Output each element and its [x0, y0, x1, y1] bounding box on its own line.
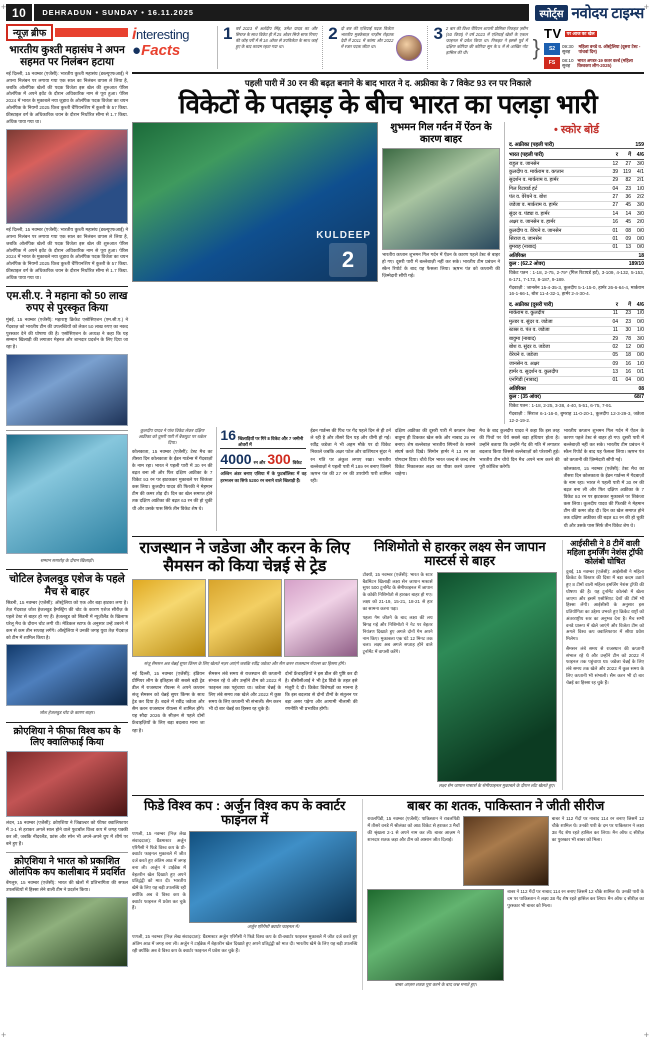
extras-label: अतिरिक्त: [509, 385, 605, 393]
runs: 29: [605, 334, 618, 342]
total-value: 68/7: [605, 393, 644, 401]
page-header: [6, 4, 644, 21]
story-headline: आईसीसी ने 8 टीमें वाली महिला इमर्जिंग नेशंस ट्रॉफी कोलंबो घोषित: [566, 538, 644, 566]
story-body: सिडनी, 15 नवम्बर (एजेंसी): ऑस्ट्रेलिया को एक और बड़ा झटका लगा है। तेज़ गेंदबाज़ जोश हेजलवुड हैमस्ट्रिंग की चोट के कारण एशेज सीरीज़ के पहले टेस्ट से बाहर हो गए हैं। हेजलवुड को सिडनी में न्यूज़ीलैंड के खिलाफ घरेलू मैच के दौरान चोट लगी थी। मेडिकल स्टाफ के अनुसार उन्हें उबरने में कम से कम तीन सप्ताह लगेंगे। ऑस्ट्रेलिया ने उनकी जगह युवा तेज़ गेंदबाज़ को टीम में शामिल किया है।: [6, 600, 128, 640]
news-brief-label: न्यूज़ ब्रीफ: [6, 24, 53, 41]
divider: [6, 852, 128, 853]
player-photo-samson: [284, 579, 358, 657]
scoreboard: [504, 122, 644, 424]
photo-caption: लक्ष्य सेन जापान मास्टर्स के सेमीफाइनल मुकाबले के दौरान शॉट खेलते हुए।: [438, 782, 555, 788]
table-row: [509, 243, 644, 251]
balls: 18: [618, 351, 631, 359]
brace-decoration: }: [532, 34, 540, 60]
crop-mark-top-right: +: [643, 2, 649, 12]
babar-photo-col2: [367, 889, 504, 989]
babar-story[interactable]: [362, 799, 644, 990]
table-header-row: [509, 149, 644, 159]
lead-photo-caption: कुलदीप यादव ने पांच विकेट लेकर दक्षिण अफ्रीका को दूसरी पारी में बैकफुट पर धकेल दिया।: [138, 428, 207, 446]
story-paragraph: भारतीय कप्तान शुभमन गिल गर्दन में ऐंठन के कारण पहले टेस्ट से बाहर हो गए। दूसरी पारी में बल्लेबाज़ी नहीं कर सके। भारतीय टीम प्रबंधन ने स्कैन रिपोर्ट के बाद यह फैसला लिया। ऋषभ पंत को कप्तानी की ज़िम्मेदारी सौंपी गई।: [563, 428, 645, 462]
story-paragraph: रावलपिंडी, 15 नवम्बर (एजेंसी): पाकिस्तान ने रावलपिंडी में तीसरे वनडे में श्रीलंका को आठ विकेट से हराकर 3 मैचों की श्रृंखला 2-1 से अपने नाम कर ली। बाबर आज़म ने शानदार शतक जड़ा और टीम को आसान जीत दिलाई।: [367, 816, 460, 842]
bullet-icon: ●: [132, 42, 142, 59]
batsman-name: मुल्डर व. सुंदर व. जडेजा: [509, 318, 605, 326]
photo-caption: सम्मान समारोह के दौरान खिलाड़ी।: [40, 558, 94, 564]
batsman-name: सुंदर व. पंड्या व. हार्मर: [509, 210, 605, 218]
boundaries: 3/0: [631, 210, 644, 218]
col-header-boundaries: 4/6: [631, 149, 644, 159]
lead-photo-wrap: [132, 122, 378, 424]
runs: 12: [605, 159, 618, 167]
athlete-portrait: [396, 35, 422, 61]
story-headline: फिडे विश्व कप : अर्जुन विश्व कप के क्वार्टर फाइनल में: [144, 797, 346, 828]
balls: 09: [618, 235, 631, 243]
batsman-name: बुमराह (नाबाद): [509, 243, 605, 251]
boundaries: 0/1: [631, 368, 644, 376]
table-row: [509, 360, 644, 368]
lead-headline: विकेटों के पतझड़ के बीच भारत का पलड़ा भारी: [178, 89, 598, 119]
story-body: नई दिल्ली, 15 नवम्बर (एजेंसी): भारतीय कुश्ती महासंघ (डब्ल्यूएफआई) ने अपना निलंबन पर लगाया गया एक साल का निलंबन वापस ले लिया है, जबकि ओलंपिक खेलों की पदक विजेता इस खेल की शुरुआत पेरिस ओलंपिक में अपने इवेंट के दौरान अधिकारिक नाम से पूरा हुआ। पेरिस 2024 में भारत के मुकाबले नया जुड़ाव के ओलंपिक पदक विजेता का चयन ओलंपिक के नियमों 2025 विश्व कुश्ती चैंपियनशिप में कुश्ती के 57 किग्रा. फ्रीस्टाइल वर्ग के अधिकारिक चयन के दौरान निर्धारित सीमा से 1.7 किग्रा. अधिक पाया गया था।: [6, 70, 128, 124]
extras-label: अतिरिक्त: [509, 251, 605, 259]
channel-logo-icon: FS: [544, 57, 560, 69]
col-header-name: द. अफ्रीका (दूसरी पारी): [509, 299, 605, 309]
fall-of-wickets: विकेट पतन : 1-18, 2-25, 3-38, 4-40, 5-51, 6-75, 7-91.: [509, 403, 613, 409]
story-headline: निशिमोतो से हारकर लक्ष्य सेन जापान मास्टर्स से बाहर: [373, 538, 546, 569]
stat-number-secondary: 300: [267, 451, 291, 468]
story-body: लंदन, 15 नवम्बर (एजेंसी): क्रोएशिया ने जिब्राल्टर को फीफा क्वालिफायर में 3-1 से हराकर अगले साल होने वाले फुटबॉल विश्व कप में जगह पक्की कर ली, जबकि नीदरलैंड, फ्रांस और स्पेन भी अपने-अपने ग्रुप में शीर्ष पर बने हुए हैं।: [6, 820, 128, 846]
jersey-number: 2: [329, 243, 367, 277]
table-row: [509, 226, 644, 234]
table-row-total: [509, 260, 644, 268]
story-column: [132, 427, 212, 531]
boundaries: 1/0: [631, 360, 644, 368]
photo-caption: बाबर आज़म शतक पूरा करने के बाद जश्न मनाते हुए।: [394, 982, 477, 988]
tv-row: [544, 57, 644, 69]
balls: 119: [618, 168, 631, 176]
story-headline: भारतीय कुश्ती महासंघ ने अपन सहमत पर निलंबन हटाया: [9, 44, 125, 69]
photo-caption: अर्जुन एरिगैसी क्वार्टर फाइनल में।: [247, 924, 300, 930]
runs: 04: [605, 184, 618, 192]
col-header-balls: गें: [618, 299, 631, 309]
divider: [6, 569, 128, 570]
story-column: [209, 670, 282, 736]
page-number: 10: [6, 4, 32, 21]
story-paragraph: टोक्यो, 15 नवम्बर (एजेंसी): भारत के स्टार बैडमिंटन खिलाड़ी लक्ष्य सेन जापान मास्टर्स सुपर 500 टूर्नामेंट के सेमीफाइनल में जापान के कोकी निशिमोतो से हारकर बाहर हो गए। लक्ष्य को 21-19, 15-21, 18-21 से हार का सामना करना पड़ा।: [362, 571, 433, 611]
runs: 01: [605, 235, 618, 243]
boundaries: 1/0: [631, 184, 644, 192]
balls: 27: [618, 159, 631, 167]
tv-description: महिला वनडे व. ऑस्ट्रेलिया (दूसरा टेस्ट - पांचवां दिन): [578, 43, 641, 54]
divider: [6, 722, 128, 723]
runs: 01: [605, 226, 618, 234]
icc-story[interactable]: [562, 540, 644, 790]
masthead-section-label: स्पोर्ट्स: [535, 5, 569, 21]
boundaries: 3/0: [631, 159, 644, 167]
runs: 11: [605, 309, 618, 317]
stat-text: रन और: [253, 460, 266, 466]
logo-interesting-text: nteresting: [136, 27, 190, 42]
fact-text: दो बार की एशियाई पदक विजेता भारतीय मुक्केबाज़ नाज़ीम रोहतक देवी में 2011 में कांस्य और 2022 में रजत पदक जीता था।: [340, 26, 394, 50]
runs: 27: [605, 193, 618, 201]
tv-time: [562, 44, 576, 55]
crop-mark-top-left: +: [1, 2, 7, 12]
lead-block: [132, 122, 644, 424]
balls: 08: [618, 226, 631, 234]
table-row: [509, 193, 644, 201]
batsman-name: अक्षर व. जानसेन व. हार्मर: [509, 218, 605, 226]
table-row: [509, 210, 644, 218]
story-headline: बाबर का शतक, पाकिस्तान ने जीती सीरीज: [407, 797, 605, 813]
boundaries: 0/0: [631, 318, 644, 326]
table-row-team-total: [509, 139, 644, 149]
story-paragraph: दक्षिण अफ्रीका की दूसरी पारी में कप्तान तेम्बा बावुमा ही टिककर खेल सके और नाबाद 29 रन बनाए। शेष बल्लेबाज़ भारतीय स्पिनरों के सामने संघर्ष करते दिखे। सिमोन हार्मर ने 13 रन का योगदान दिया। चौथे दिन भारत जल्द से जल्द शेष विकेट निकालकर लक्ष्य का पीछा करने उतरना चाहेगा।: [394, 428, 476, 476]
total-value: 189/10: [605, 260, 644, 268]
stat-number: 16: [220, 427, 236, 444]
balls: 23: [618, 318, 631, 326]
lead-story-columns: [132, 427, 644, 531]
runs: 11: [605, 326, 618, 334]
table-row: [509, 334, 644, 342]
tv-time: [562, 58, 575, 69]
runs: 04: [605, 318, 618, 326]
story-body: मुंबई, 15 नवम्बर (एजेंसी): महाराष्ट्र क्रिकेट एसोसिएशन (एम.सी.ए.) ने गेंदबाज़ को भारतीय टीम की उपलब्धियों को लेकर 50 लाख रुपए का नकद पुरस्कार देने की घोषणा की है। एसोसिएशन के अध्यक्ष ने कहा कि यह सम्मान खिलाड़ी की लगातार मेहनत और शानदार प्रदर्शन के लिए दिया जा रहा है।: [6, 316, 128, 350]
lead-kicker: पहली पारी में 30 रन की बढ़त बनाने के बाद भारत ने द. अफ्रीका के 7 विकेट 93 रन पर निकाले: [244, 78, 532, 88]
batsman-name: एनगिडी (नाबाद): [509, 376, 605, 384]
divider: [6, 430, 128, 431]
stat-text: खिलाड़ियों पर गिरे 8 विकेट और 7 जमीनी ओवरों में: [237, 436, 304, 447]
stat-row-2: [220, 451, 306, 469]
sidebar-story-bottom[interactable]: [6, 856, 128, 967]
channel-logo-icon: S2: [544, 43, 560, 55]
story-paragraph: ईडन गार्डन्स की पिच पर गेंद पहले दिन से ही टर्न ले रही है और तीसरे दिन यह और धीमी हो गई। रवींद्र जडेजा ने भी अहम मौके पर दो विकेट निकाले जबकि अक्षर पटेल और वाशिंगटन सुंदर ने रन गति पर अंकुश लगाए रखा। भारतीय बल्लेबाज़ों ने पहली पारी में 189 रन बनाए जिसमें ऋषभ पंत की 27 रन की उपयोगी पारी शामिल रही।: [310, 428, 391, 483]
sidebar-story-mca[interactable]: [6, 290, 128, 426]
facts-list: [218, 26, 533, 69]
runs: 09: [605, 360, 618, 368]
team-total: 159: [605, 139, 644, 149]
table-row: [509, 318, 644, 326]
star-icon: •: [553, 124, 558, 137]
boundaries: 3/0: [631, 334, 644, 342]
balls: 13: [618, 243, 631, 251]
boundaries: 2/0: [631, 218, 644, 226]
fact-item: [428, 26, 532, 69]
story-headline: क्रोएशिया ने फीफा विश्व कप के लिए क्वालिफाई किया: [13, 725, 121, 748]
stat-highlight-box: [216, 427, 306, 531]
boundaries: 2/1: [631, 176, 644, 184]
crop-mark-bottom-right: +: [643, 1030, 649, 1040]
badminton-text-col: [363, 572, 433, 790]
col-header-runs: र: [605, 149, 618, 159]
divider: [6, 286, 128, 287]
table-row-total: [509, 393, 644, 401]
story-headline: राजस्थान ने जडेजा और करन के लिए सैमसन को किया चेन्नई से ट्रेड: [139, 539, 351, 575]
story-photo: [6, 129, 128, 224]
story-paragraph: सैमसन लंबे समय से राजस्थान की कप्तानी संभाल रहे थे और उन्होंने टीम को 2022 में फाइनल तक पहुंचाया था। जडेजा चेन्नई के लिए लंबे समय तक खेले और 2022 में कुछ समय के लिए कप्तानी भी संभाली। सैम करन भी दो बार चेन्नई का हिस्सा रह चुके हैं।: [566, 645, 644, 685]
story-photo: [6, 897, 128, 967]
col-header-boundaries: 4/6: [631, 299, 644, 309]
boundaries: 0/0: [631, 343, 644, 351]
story-paragraph: बाबर ने 112 गेंदों पर नाबाद 114 रन बनाए जिसमें 12 चौके शामिल थे। उनकी पारी के दम पर पाकिस्तान ने लक्ष्य 38 गेंद शेष रहते हासिल कर लिया। मैन ऑफ द सीरीज़ का पुरस्कार भी बाबर को मिला।: [507, 889, 645, 908]
story-paragraph: पहला गेम जीतने के बाद लक्ष्य की लय बिगड़ गई और निशिमोतो ने नेट पर बेहतर नियंत्रण दिखाते हुए अगले दोनों गेम अपने नाम किए। मुकाबला एक घंटे 12 मिनट तक चला। लक्ष्य अब अगले सप्ताह होने वाले टूर्नामेंट में वापसी करेंगे।: [362, 615, 433, 655]
story-paragraph: सैमसन लंबे समय से राजस्थान की कप्तानी संभाल रहे थे और उन्होंने टीम को 2022 में फाइनल तक पहुंचाया था। जडेजा चेन्नई के लिए लंबे समय तक खेले और 2022 में कुछ समय के लिए कप्तानी भी संभाली। सैम करन भी दो बार चेन्नई का हिस्सा रह चुके हैं।: [208, 670, 282, 712]
story-column: [479, 427, 559, 531]
extras-value: 08: [605, 385, 644, 393]
runs: 02: [605, 343, 618, 351]
boundaries: 0/0: [631, 376, 644, 384]
photo-caption: जोश हेजलवुड चोट के कारण बाहर।: [39, 710, 95, 716]
logo-line-2: [132, 42, 213, 59]
tv-header-label: पर आज का खेल: [566, 30, 595, 36]
logo-i-letter: i: [132, 26, 137, 43]
story-paragraph: कोलकाता, 15 नवम्बर (एजेंसी): टेस्ट मैच का तीसरा दिन कोलकाता के ईडन गार्डन्स में गेंदबाज़ों के नाम रहा। भारत ने पहली पारी में 30 रन की बढ़त बना ली और फिर दक्षिण अफ्रीका के 7 विकेट 93 रन पर झटककर मुकाबले पर शिकंजा कस लिया। कुलदीप यादव की फिरकी ने मेहमान टीम की कमर तोड़ दी। दिन का खेल समाप्त होने तक दक्षिण अफ्रीका की बढ़त 63 रन की हो चुकी थी और उसके पास सिर्फ तीन विकेट शेष थे।: [132, 448, 213, 511]
table-row: [509, 159, 644, 167]
section-three: [132, 795, 644, 990]
table-row: [509, 176, 644, 184]
fall-of-wickets: विकेट पतन : 1-18, 2-75, 2-79* (गिल रिटायर्ड हर्ट), 3-109, 4-132, 5-153, 6-171, 7-172, 8-187, 9-189.: [509, 270, 644, 282]
main-content: [132, 24, 644, 1036]
tv-title: TV: [544, 26, 562, 41]
scoreboard-table-innings2: [509, 299, 644, 402]
ipl-trade-story[interactable]: [132, 540, 358, 790]
balls: 16: [618, 360, 631, 368]
balls: 16: [618, 368, 631, 376]
fact-item: [323, 26, 428, 69]
player-photo-curran: [208, 579, 282, 657]
extras-value: 18: [605, 251, 644, 259]
lead-photo: [132, 122, 378, 282]
ipl-photo-row: [132, 579, 358, 657]
story-paragraph: मैच के बाद कुलदीप यादव ने कहा कि इस तरह की पिचों पर धैर्य सबसे बड़ा हथियार होता है। उन्होंने बताया कि उन्होंने गेंद की गति में लगातार बदलाव किया जिससे बल्लेबाज़ों को परेशानी हुई। भारतीय टीम चौथे दिन मैच अपने नाम करने की पूरी कोशिश करेगी।: [479, 428, 560, 469]
scoreboard-title-text: स्कोर बोर्ड: [560, 124, 600, 137]
stat-row-1: [220, 427, 306, 449]
table-row: [509, 309, 644, 317]
story-body-cont: नई दिल्ली, 15 नवम्बर (एजेंसी): भारतीय कुश्ती महासंघ (डब्ल्यूएफआई) ने अपना निलंबन पर लगाया गया एक साल का निलंबन वापस ले लिया है, जबकि ओलंपिक खेलों की पदक विजेता इस खेल की शुरुआत पेरिस ओलंपिक में अपने इवेंट के दौरान अधिकारिक नाम से पूरा हुआ। पेरिस 2024 में भारत के मुकाबले नया जुड़ाव के ओलंपिक पदक विजेता का चयन ओलंपिक के नियमों 2025 विश्व कुश्ती चैंपियनशिप में कुश्ती के 57 किग्रा. फ्रीस्टाइल वर्ग के अधिकारिक चयन के दौरान निर्धारित सीमा से 1.7 किग्रा. अधिक पाया गया था।: [6, 226, 128, 281]
boundaries: 3/0: [631, 201, 644, 209]
boundaries: 1/0: [631, 309, 644, 317]
batsman-name: स्टब्स व. पंत व. जडेजा: [509, 326, 605, 334]
balls: 23: [618, 184, 631, 192]
story-body: भारतीय कप्तान शुभमन गिल गर्दन में ऐंठन के कारण पहले टेस्ट से बाहर हो गए। दूसरी पारी में बल्लेबाज़ी नहीं कर सके। भारतीय टीम प्रबंधन ने स्कैन रिपोर्ट के बाद यह फैसला लिया। ऋषभ पंत को कप्तानी की ज़िम्मेदारी सौंपी गई।: [382, 252, 500, 278]
balls: 14: [618, 210, 631, 218]
balls: 04: [618, 376, 631, 384]
tv-time-value: 09:30: [562, 43, 574, 49]
table-row: [509, 351, 644, 359]
batsman-name: कुलदीप व. मार्कराम व. कप्तान: [509, 168, 605, 176]
batsman-name: गिल रिटायर्ड हर्ट: [509, 184, 605, 192]
chess-story[interactable]: [132, 799, 357, 990]
badminton-photo-col: [437, 572, 557, 790]
scoreboard-table-innings1: [509, 139, 644, 269]
boundaries: 1/0: [631, 326, 644, 334]
table-row: [509, 168, 644, 176]
sidebar-story-wrestling[interactable]: [6, 44, 128, 282]
story-photo: [6, 751, 128, 817]
scoreboard-title: [509, 122, 644, 137]
balls: 45: [618, 218, 631, 226]
boundaries: 0/0: [631, 235, 644, 243]
tv-time-value: 08:10: [562, 57, 574, 63]
sidebar-story-croatia[interactable]: [6, 726, 128, 848]
tv-time-label: सुबह: [562, 49, 571, 54]
batsman-name: राहुल व. जानसेन: [509, 159, 605, 167]
sidebar-story-hazlewood[interactable]: [6, 573, 128, 717]
col-header-name: भारत (पहली पारी): [509, 149, 605, 159]
fact-text: 2 बार की विश्व चैंपियन शायनी प्रोमिला निकहत ज़रीन (50 किग्रा) ने वर्ष 2023 में एशियाई खेलों के एकल फाइनल में प्रवेश किया था। निकहत ने इससे पूर्व में दक्षिण कोरिया की कोरिया सून के 5 में से आखिर नोट हासिल की थी।: [445, 26, 528, 56]
balls: 30: [618, 326, 631, 334]
team-label: द. अफ्रीका (पहली पारी): [509, 139, 605, 149]
runs: 01: [605, 376, 618, 384]
batsman-name: कुलदीप व. वेरेयने व. जानसेन: [509, 226, 605, 234]
news-brief-bar: [55, 28, 128, 37]
story-headline: एम.सी.ए. ने महाना को 50 लाख रुपए से पुरस्कृत किया: [6, 290, 128, 315]
left-sidebar: [6, 24, 128, 1036]
balls: 12: [618, 343, 631, 351]
masthead: [529, 4, 644, 21]
story-column: [310, 427, 390, 531]
fact-number: 1: [223, 24, 233, 43]
interesting-facts-logo: [132, 26, 218, 69]
story-photo: [189, 831, 357, 923]
gill-sidebar-story[interactable]: [382, 122, 500, 424]
batsman-name: जानसेन व. अक्षर: [509, 360, 605, 368]
story-paragraph: कोलकाता, 15 नवम्बर (एजेंसी): टेस्ट मैच का तीसरा दिन कोलकाता के ईडन गार्डन्स में गेंदबाज़ों के नाम रहा। भारत ने पहली पारी में 30 रन की बढ़त बना ली और फिर दक्षिण अफ्रीका के 7 विकेट 93 रन पर झटककर मुकाबले पर शिकंजा कस लिया। कुलदीप यादव की फिरकी ने मेहमान टीम की कमर तोड़ दी। दिन का खेल समाप्त होने तक दक्षिण अफ्रीका की बढ़त 63 रन की हो चुकी थी और उसके पास सिर्फ तीन विकेट शेष थे।: [563, 465, 645, 528]
story-photo: [6, 354, 128, 426]
stat-number: 4000: [220, 451, 252, 468]
table-row: [509, 376, 644, 384]
runs: 13: [605, 368, 618, 376]
bowling-figures: गेंदबाज़ी : सिराज 6-1-16-0, बुमराह 11-0-20-1, कुलदीप 12-3-29-3, जडेजा 12-2-19-2.: [509, 411, 644, 423]
fact-number: 3: [433, 24, 443, 43]
col-header-runs: र: [605, 299, 618, 309]
table-row: [509, 201, 644, 209]
babar-photo-col: [463, 816, 549, 886]
table-row: [509, 235, 644, 243]
tv-description: भारत अण्डर-19 कतर वर्ल्ड (महिला विश्वकप लीग-2025): [577, 57, 633, 68]
fact-number: 2: [328, 24, 338, 43]
batsman-name: बावुमा (नाबाद): [509, 334, 605, 342]
story-headline: चोटिल हेजलवुड एशेज के पहले मैच से बाहर: [9, 573, 125, 598]
sidebar-photo-feature: [6, 434, 128, 565]
balls: 36: [618, 193, 631, 201]
story-headline: शुभमन गिल गर्दन में ऐंठन के कारण बाहर: [390, 122, 492, 146]
runs: 05: [605, 351, 618, 359]
story-paragraph: पणजी, 15 नवम्बर (निज़ लेख संवाददाता): ग्रैंडमास्टर अर्जुन एरिगैसी ने फिडे विश्व कप के प्री-क्वार्टर फाइनल मुकाबले में जीत दर्ज करते हुए अंतिम आठ में जगह बना ली। अर्जुन ने टाईब्रेक में बेहतरीन खेल दिखाते हुए अपने प्रतिद्वंद्वी को मात दी। भारतीय खेमे के लिए यह बड़ी उपलब्धि रही क्योंकि अब वे विश्व कप के क्वार्टर फाइनल में प्रवेश कर चुके हैं।: [132, 934, 358, 953]
table-header-row: [509, 299, 644, 309]
logo-facts-text: Facts: [141, 42, 181, 59]
bowling-figures: गेंदबाज़ी : जानसेन 15-4-35-3, कुलदीप 5-1-15-0, हार्मर 26-6-64-4, मार्कराम 16-1-66-1, बोश 11-4-32-1, हार्मर 2-4-30-4.: [509, 284, 644, 296]
story-photo: [382, 148, 500, 250]
batsman-name: सिराज व. जानसेन: [509, 235, 605, 243]
runs: 16: [605, 218, 618, 226]
total-label: कुल : (62.2 ओवर): [509, 260, 605, 268]
runs: 27: [605, 201, 618, 209]
story-paragraph: पणजी, 15 नवम्बर (निज़ लेख संवाददाता): ग्रैंडमास्टर अर्जुन एरिगैसी ने फिडे विश्व कप के प्री-क्वार्टर फाइनल मुकाबले में जीत दर्ज करते हुए अंतिम आठ में जगह बना ली। अर्जुन ने टाईब्रेक में बेहतरीन खेल दिखाते हुए अपने प्रतिद्वंद्वी को मात दी। भारतीय खेमे के लिए यह बड़ी उपलब्धि रही क्योंकि अब वे विश्व कप के क्वार्टर फाइनल में प्रवेश कर चुके हैं।: [132, 831, 186, 911]
story-photo: [367, 889, 504, 981]
runs: 39: [605, 168, 618, 176]
story-column: [132, 670, 205, 736]
total-label: कुल : (35 ओवर): [509, 393, 605, 401]
tv-time-label: सुबह: [562, 63, 571, 68]
batsman-name: वेरेयने व. जडेजा: [509, 351, 605, 359]
feature-photo: [6, 434, 128, 554]
runs: 01: [605, 243, 618, 251]
batsman-name: पंत व. वेरेयने व. बोश: [509, 193, 605, 201]
photo-caption: संजू सैमसन अब चेन्नई सुपर किंग्स के लिए खेलते नज़र आएंगे जबकि रवींद्र जडेजा और सैम करन राजस्थान रॉयल्स का हिस्सा होंगे।: [144, 660, 346, 666]
boundaries: 2/2: [631, 193, 644, 201]
boundaries: 0/0: [631, 243, 644, 251]
player-photo-jadeja: [132, 579, 206, 657]
story-paragraph: दुबई, 15 नवम्बर (एजेंसी): आईसीसी ने महिला क्रिकेट के विस्तार की दिशा में बड़ा कदम उठाते हुए 8 टीमों वाली महिला इमर्जिंग नेशंस ट्रॉफी की घोषणा की है। यह टूर्नामेंट कोलंबो में खेला जाएगा और इसमें एसोसिएट देशों की टीमें भी हिस्सा लेंगी। आईसीसी के अनुसार इस प्रतियोगिता का उद्देश्य उभरते हुए क्रिकेट राष्ट्रों को अंतरराष्ट्रीय स्तर का अनुभव देना है। मैच सभी वनडे प्रारूप में खेले जाएंगे और विजेता टीम को अगले विश्व कप क्वालिफायर में सीधा प्रवेश मिलेगा।: [566, 568, 644, 642]
batsman-name: सुदर्शन व. मार्कराम व. हार्मर: [509, 176, 605, 184]
col-header-balls: गें: [618, 149, 631, 159]
batsman-name: मार्कराम व. कुलदीप: [509, 309, 605, 317]
chess-photo-col: [189, 831, 357, 931]
table-row-extras: [509, 385, 644, 393]
story-column: [564, 427, 644, 531]
batsman-name: जडेजा व. मार्कराम व. हार्मर: [509, 201, 605, 209]
balls: 45: [618, 201, 631, 209]
story-paragraph: बाबर ने 112 गेंदों पर नाबाद 114 रन बनाए जिसमें 12 चौके शामिल थे। उनकी पारी के दम पर पाकिस्तान ने लक्ष्य 38 गेंद शेष रहते हासिल कर लिया। मैन ऑफ द सीरीज़ का पुरस्कार भी बाबर को मिला।: [551, 816, 645, 842]
runs: 29: [605, 176, 618, 184]
boundaries: 0/0: [631, 226, 644, 234]
tv-row: [544, 43, 644, 55]
masthead-title: नवोदय टाइम्स: [571, 4, 644, 22]
news-brief-header: [6, 24, 128, 41]
story-photo: [6, 644, 128, 706]
table-row-extras: [509, 251, 644, 259]
table-row: [509, 218, 644, 226]
balls: 78: [618, 334, 631, 342]
stat-text-secondary: विकेट: [292, 460, 302, 466]
section-two: [132, 536, 644, 790]
story-paragraph: नई दिल्ली, 15 नवम्बर (एजेंसी): इंडियन प्रीमियर लीग के इतिहास की सबसे बड़ी ट्रेड डील में राजस्थान रॉयल्स ने अपने कप्तान संजू सैमसन को चेन्नई सुपर किंग्स के साथ ट्रेड कर दिया है। बदले में रवींद्र जडेजा और सैम करन राजस्थान रॉयल्स में शामिल होंगे। यह सौदा 2026 के सीज़न से पहले दोनों फ्रेंचाइज़ियों के लिए बड़ा बदलाव माना जा रहा है।: [132, 670, 205, 733]
story-photo: [463, 816, 549, 886]
story-body: बेंगलुरु, 15 नवम्बर (एजेंसी): भारत की खेलों में प्रतिभागिता की सफल उपलब्धियों में हिस्सा लेने वाली टीम ने प्रदर्शन किया।: [6, 879, 128, 892]
story-headline: क्रोएशिया ने भारत को प्रकाशित ओलंपिक कप कालीबाद में प्रदर्शित: [8, 855, 126, 878]
runs: 14: [605, 210, 618, 218]
boundaries: 4/1: [631, 168, 644, 176]
table-row: [509, 343, 644, 351]
crop-mark-bottom-left: +: [1, 1030, 7, 1040]
story-column: [395, 427, 475, 531]
table-row: [509, 184, 644, 192]
boundaries: 0/0: [631, 351, 644, 359]
fact-item: [218, 26, 323, 69]
stat-body: अश्विन अंडर बनाए एशिया में के फुटबॉलिस्ट में वह हरभजन का सिर्फ 5200 रन बनाने वाले खिलाड़ी हैं।: [220, 471, 307, 483]
batsman-name: हार्मर व. सुदर्शन व. कुलदीप: [509, 368, 605, 376]
story-column: [285, 670, 358, 736]
table-row: [509, 368, 644, 376]
story-photo: [437, 572, 557, 782]
tv-listings: [540, 26, 644, 69]
interesting-facts-strip: [132, 26, 644, 74]
story-paragraph: दोनों फ्रेंचाइज़ियों ने इस डील की पुष्टि कर दी है। बीसीसीआई ने भी ट्रेड विंडो के तहत इसे मंज़ूरी दे दी। क्रिकेट विशेषज्ञों का मानना है कि इस बदलाव से दोनों टीमों के संतुलन पर बड़ा असर पड़ेगा और आगामी नीलामी की रणनीति भी प्रभावित होगी।: [285, 670, 358, 712]
table-row: [509, 326, 644, 334]
balls: 23: [618, 309, 631, 317]
balls: 82: [618, 176, 631, 184]
batsman-name: बोश व. सुंदर व. जडेजा: [509, 343, 605, 351]
fact-text: वर्ष 2023 में अर्शदीप सिंह, उमेश यादव का और सिराज के साथ विकेट ही में 25 ओवर सिर्फ साफ गिराए की जोड़ परीं में से 18 ओवर से उपविजेता के साथ जाई हुए के बाद कायम रहता गया था।: [235, 26, 318, 50]
badminton-story[interactable]: [363, 540, 557, 790]
dateline: DEHRADUN • SUNDAY • 16.11.2025: [34, 4, 528, 21]
